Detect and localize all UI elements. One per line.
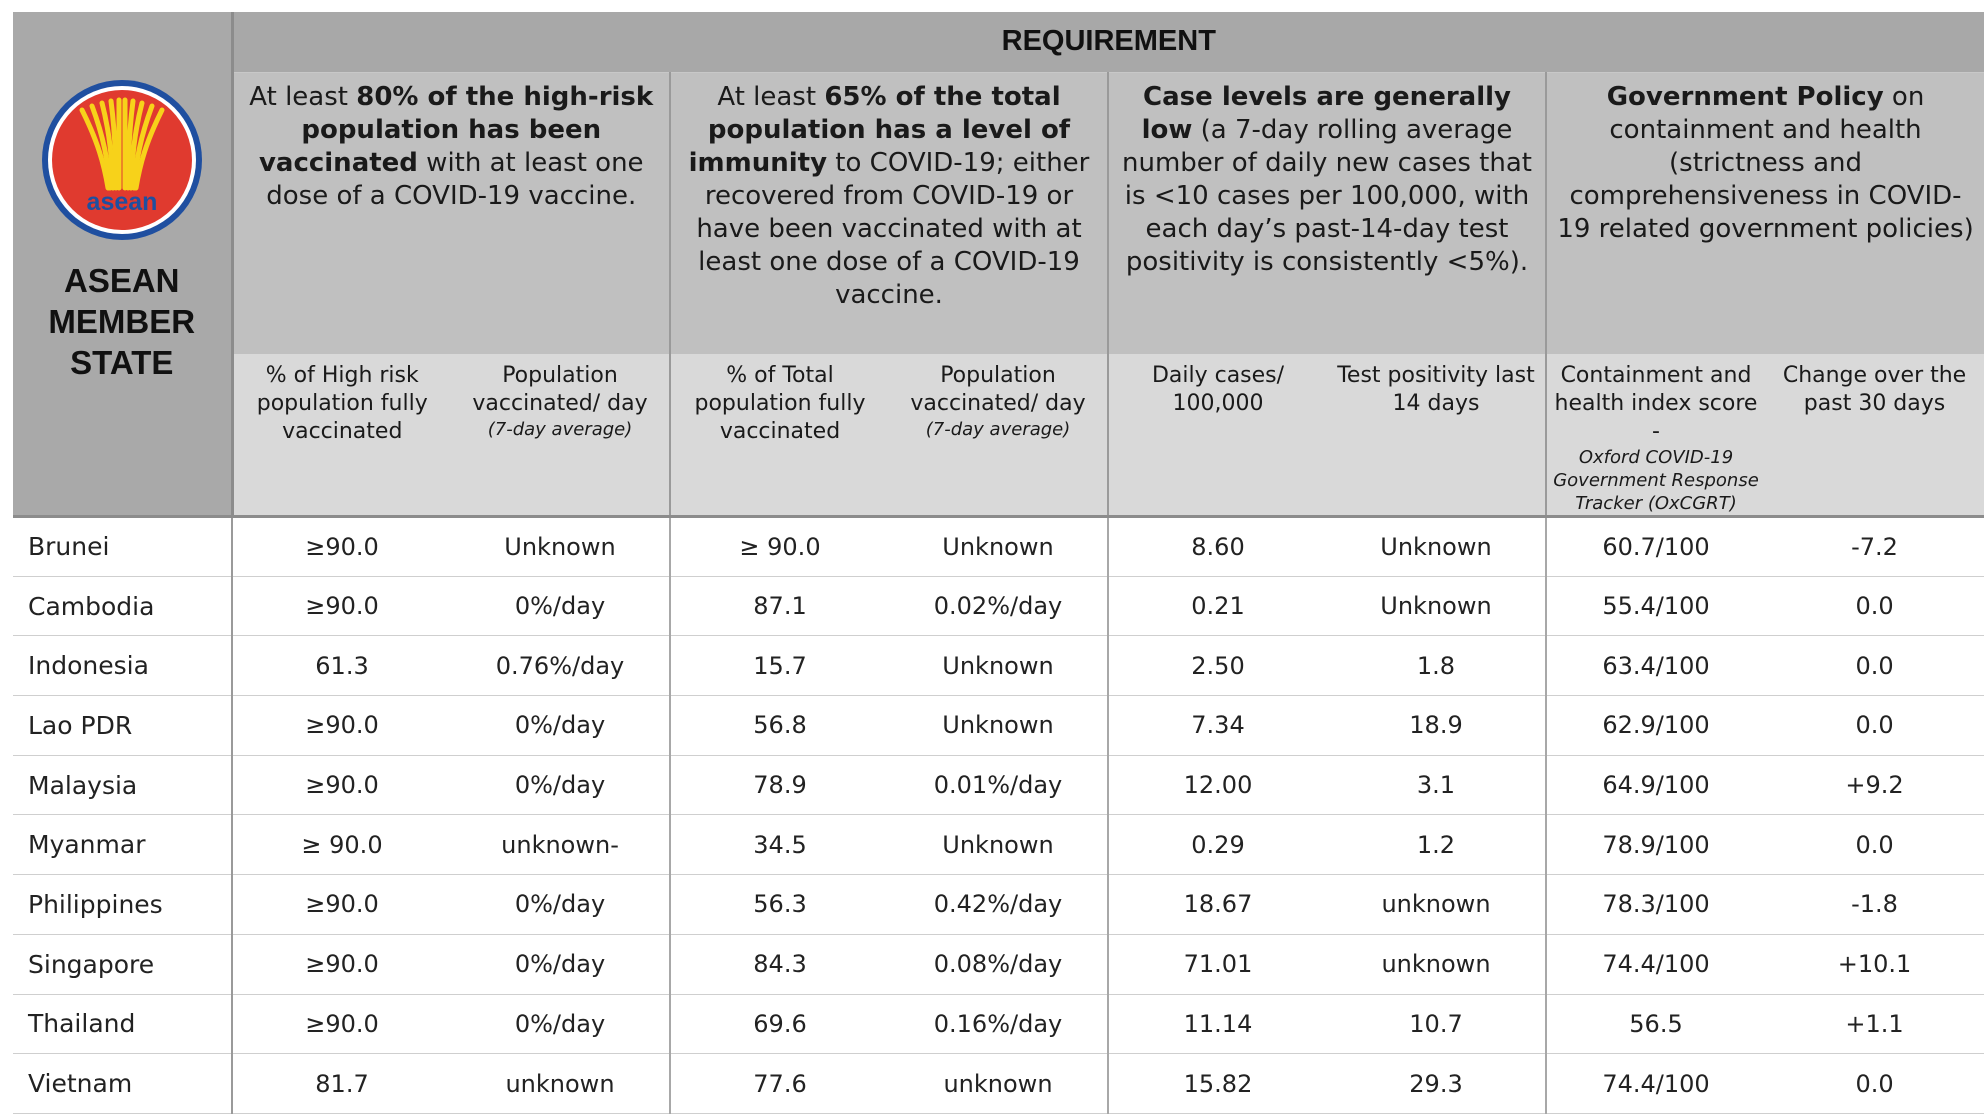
table-cell: ≥ 90.0: [232, 815, 451, 875]
table-cell: Unknown: [889, 696, 1108, 756]
table-cell: unknown: [451, 1054, 670, 1114]
asean-logo-icon: [38, 76, 206, 244]
column-header-note: Oxford COVID-19 Government Response Tracker (OxCGRT): [1553, 447, 1759, 514]
table-cell: Unknown: [1327, 517, 1546, 577]
table-cell: ≥90.0: [232, 696, 451, 756]
table-cell: 34.5: [670, 815, 889, 875]
table-cell: Unknown: [1327, 576, 1546, 636]
table-cell: -1.8: [1765, 875, 1984, 935]
column-header: [232, 354, 451, 517]
column-header: [1546, 354, 1765, 517]
member-state-name: Cambodia: [13, 576, 232, 636]
table-cell: 0.76%/day: [451, 636, 670, 696]
table-row: [13, 517, 1984, 577]
table-body: [13, 517, 1984, 1114]
table-cell: 0.42%/day: [889, 875, 1108, 935]
table-cell: 78.3/100: [1546, 875, 1765, 935]
asean-logo-text: asean: [86, 188, 158, 216]
table-cell: 0.29: [1108, 815, 1327, 875]
column-header-label: Population vaccinated/ day: [472, 363, 648, 416]
table-cell: 0%/day: [451, 994, 670, 1054]
table-cell: Unknown: [889, 815, 1108, 875]
table-cell: 0.01%/day: [889, 755, 1108, 815]
table-cell: 0.02%/day: [889, 576, 1108, 636]
table-cell: 8.60: [1108, 517, 1327, 577]
table-cell: 18.9: [1327, 696, 1546, 756]
table-cell: 0.16%/day: [889, 994, 1108, 1054]
table-cell: 56.5: [1546, 994, 1765, 1054]
table-cell: Unknown: [889, 636, 1108, 696]
member-state-name: Malaysia: [13, 755, 232, 815]
table-cell: 56.8: [670, 696, 889, 756]
member-state-name: Philippines: [13, 875, 232, 935]
table-cell: Unknown: [451, 517, 670, 577]
table-cell: 0.0: [1765, 815, 1984, 875]
column-header: [670, 354, 889, 517]
table-cell: +10.1: [1765, 934, 1984, 994]
table-cell: 15.7: [670, 636, 889, 696]
column-header-label: % of High risk population fully vaccinated: [256, 363, 428, 444]
requirement-text-part: Case levels are generally low: [1141, 81, 1511, 145]
table-cell: -7.2: [1765, 517, 1984, 577]
column-header-label: Change over the past 30 days: [1782, 363, 1967, 416]
asean-requirements-table: [13, 12, 1984, 1114]
table-cell: 1.2: [1327, 815, 1546, 875]
table-cell: 0.0: [1765, 1054, 1984, 1114]
requirement-text-part: Government Policy: [1606, 81, 1884, 112]
member-state-label: ASEAN MEMBER STATE: [48, 262, 196, 381]
table-cell: 3.1: [1327, 755, 1546, 815]
table-row: [13, 1054, 1984, 1114]
requirement-text-part: on containment and health (strictness and comprehensiveness in COVID-19 related government policies): [1557, 81, 1974, 244]
requirement-case-levels: [1108, 72, 1546, 354]
table-cell: 0.0: [1765, 576, 1984, 636]
table-cell: 18.67: [1108, 875, 1327, 935]
table-cell: Unknown: [889, 517, 1108, 577]
column-header-note: (7-day average): [487, 419, 633, 440]
table-cell: 0.08%/day: [889, 934, 1108, 994]
table-cell: 56.3: [670, 875, 889, 935]
table-cell: 11.14: [1108, 994, 1327, 1054]
table-cell: 55.4/100: [1546, 576, 1765, 636]
table-cell: 87.1: [670, 576, 889, 636]
requirement-text-part: (a 7-day rolling average number of daily new cases that is <10 cases per 100,000, with each day’s past-14-day test positivity is consistently <5%).: [1122, 114, 1532, 277]
requirement-total-immunity: [670, 72, 1108, 354]
member-state-header: [13, 12, 232, 517]
table-cell: 69.6: [670, 994, 889, 1054]
table-cell: 0%/day: [451, 755, 670, 815]
table-cell: +1.1: [1765, 994, 1984, 1054]
requirement-text-part: with at least one dose of a COVID-19 vaccine.: [266, 147, 644, 211]
table-cell: unknown: [889, 1054, 1108, 1114]
table-row: [13, 994, 1984, 1054]
requirement-header: REQUIREMENT: [232, 12, 1984, 72]
table-cell: unknown: [1327, 934, 1546, 994]
column-header: [1765, 354, 1984, 517]
column-header: [889, 354, 1108, 517]
table-cell: 71.01: [1108, 934, 1327, 994]
table-row: [13, 696, 1984, 756]
table-cell: 0%/day: [451, 576, 670, 636]
column-header-label: Test positivity last 14 days: [1337, 363, 1535, 416]
member-state-name: Lao PDR: [13, 696, 232, 756]
table-cell: 2.50: [1108, 636, 1327, 696]
requirement-text-part: to COVID-19; either recovered from COVID-19 or have been vaccinated with at least one dose of a COVID-19 vaccine.: [696, 147, 1090, 310]
table-cell: 0.0: [1765, 636, 1984, 696]
table-cell: 1.8: [1327, 636, 1546, 696]
column-header-label: % of Total population fully vaccinated: [694, 363, 866, 444]
table-cell: 60.7/100: [1546, 517, 1765, 577]
member-state-name: Indonesia: [13, 636, 232, 696]
table-cell: ≥90.0: [232, 934, 451, 994]
table-cell: 0%/day: [451, 875, 670, 935]
table-row: [13, 815, 1984, 875]
table-cell: 81.7: [232, 1054, 451, 1114]
table-cell: 0%/day: [451, 934, 670, 994]
subheader-row: [13, 354, 1984, 517]
table-cell: ≥ 90.0: [670, 517, 889, 577]
table-cell: +9.2: [1765, 755, 1984, 815]
table-cell: 77.6: [670, 1054, 889, 1114]
column-header-label: Population vaccinated/ day: [910, 363, 1086, 416]
member-state-name: Brunei: [13, 517, 232, 577]
table-cell: 12.00: [1108, 755, 1327, 815]
column-header-label: Containment and health index score -: [1554, 363, 1758, 444]
member-state-name: Vietnam: [13, 1054, 232, 1114]
requirement-government-policy: [1546, 72, 1984, 354]
table-cell: 64.9/100: [1546, 755, 1765, 815]
requirement-text-part: At least: [249, 81, 357, 112]
column-header: [1327, 354, 1546, 517]
table-cell: unknown-: [451, 815, 670, 875]
column-header-note: (7-day average): [925, 419, 1071, 440]
table-cell: 78.9/100: [1546, 815, 1765, 875]
column-header: [451, 354, 670, 517]
table-row: [13, 636, 1984, 696]
table-cell: ≥90.0: [232, 517, 451, 577]
table-row: [13, 576, 1984, 636]
table-cell: 74.4/100: [1546, 1054, 1765, 1114]
table-cell: ≥90.0: [232, 576, 451, 636]
table-cell: unknown: [1327, 875, 1546, 935]
requirement-text-part: 65% of the total population has a level of immunity: [688, 81, 1071, 178]
table-cell: 7.34: [1108, 696, 1327, 756]
column-header-label: Daily cases/ 100,000: [1151, 363, 1285, 416]
table-cell: 62.9/100: [1546, 696, 1765, 756]
table-row: [13, 934, 1984, 994]
member-state-name: Myanmar: [13, 815, 232, 875]
table-cell: 0.0: [1765, 696, 1984, 756]
table-cell: ≥90.0: [232, 994, 451, 1054]
table-row: [13, 755, 1984, 815]
table-cell: 78.9: [670, 755, 889, 815]
requirement-text-part: At least: [717, 81, 825, 112]
table-cell: 0.21: [1108, 576, 1327, 636]
table-row: [13, 875, 1984, 935]
column-header: [1108, 354, 1327, 517]
table-cell: 61.3: [232, 636, 451, 696]
member-state-name: Thailand: [13, 994, 232, 1054]
table-cell: 63.4/100: [1546, 636, 1765, 696]
table-cell: 10.7: [1327, 994, 1546, 1054]
table-cell: 84.3: [670, 934, 889, 994]
member-state-name: Singapore: [13, 934, 232, 994]
table-cell: 15.82: [1108, 1054, 1327, 1114]
table-cell: ≥90.0: [232, 875, 451, 935]
table-cell: ≥90.0: [232, 755, 451, 815]
table-cell: 74.4/100: [1546, 934, 1765, 994]
table-cell: 29.3: [1327, 1054, 1546, 1114]
table-cell: 0%/day: [451, 696, 670, 756]
requirement-text-part: 80% of the high-risk population has been vaccinated: [258, 81, 654, 178]
requirement-high-risk-vaccination: [232, 72, 670, 354]
